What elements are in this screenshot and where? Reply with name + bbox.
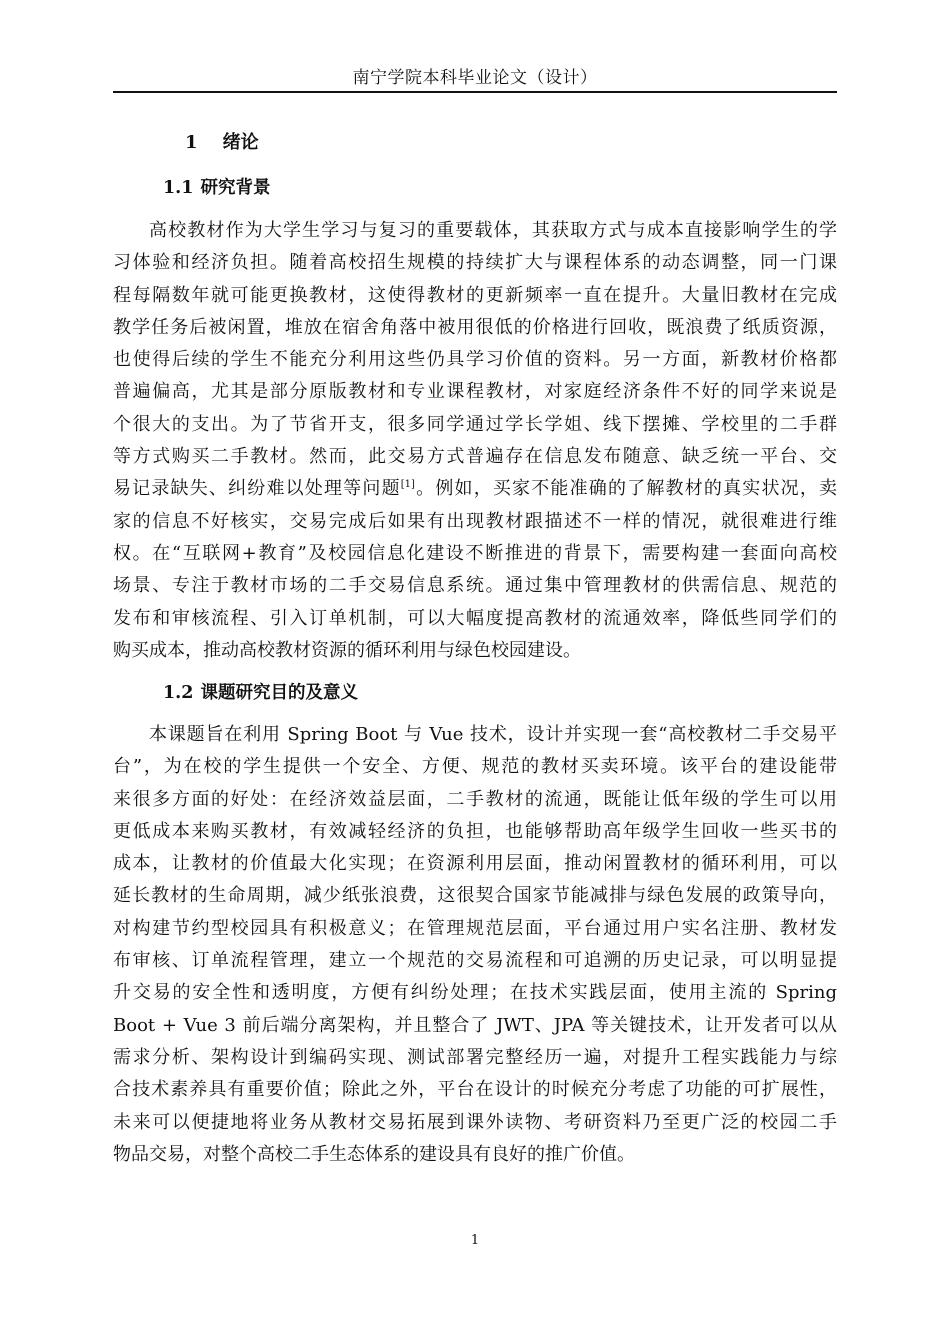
text-line: 也使得后续的学生不能充分利用这些仍具学习价值的资料。另一方面，新教材价格都 bbox=[113, 349, 837, 371]
text-line: 更低成本来购买教材，有效减轻经济的负担，也能够帮助高年级学生回收一些买书的 bbox=[113, 820, 837, 842]
section-title: 课题研究目的及意义 bbox=[200, 683, 358, 703]
text-line: 个很大的支出。为了节省开支，很多同学通过学长学姐、线下摆摊、学校里的二手群 bbox=[113, 413, 837, 435]
text-line: Boot + Vue 3 前后端分离架构，并且整合了 JWT、JPA 等关键技术，让开发者可以从 bbox=[113, 1014, 837, 1036]
text-segment: 易记录缺失、纠纷难以处理等问题 bbox=[113, 478, 401, 500]
page-number: 1 bbox=[470, 1233, 480, 1248]
text-line: 布审核、订单流程管理，建立一个规范的交易流程和可追溯的历史记录，可以明显提 bbox=[113, 950, 837, 972]
text-line: 购买成本，推动高校教材资源的循环利用与绿色校园建设。 bbox=[113, 639, 581, 661]
text-line: 延长教材的生命周期，减少纸张浪费，这很契合国家节能减排与绿色发展的政策导向， bbox=[113, 885, 837, 907]
text-line: 教学任务后被闲置，堆放在宿舍角落中被用很低的价格进行回收，既浪费了纸质资源， bbox=[113, 316, 837, 338]
text-line: 高校教材作为大学生学习与复习的重要载体，其获取方式与成本直接影响学生的学 bbox=[149, 220, 837, 241]
section-heading-1-1 bbox=[163, 175, 270, 201]
text-line: 台”，为在校的学生提供一个安全、方便、规范的教材买卖环境。该平台的建设能带 bbox=[113, 756, 837, 778]
citation-reference[interactable]: [1] bbox=[400, 479, 415, 491]
text-line: 普遍偏高，尤其是部分原版教材和专业课程教材，对家庭经济条件不好的同学来说是 bbox=[113, 381, 837, 403]
text-line: 家的信息不好核实，交易完成后如果有出现教材跟描述不一样的情况，就很难进行维 bbox=[113, 510, 837, 532]
text-line: 对构建节约型校园具有积极意义；在管理规范层面，平台通过用户实名注册、教材发 bbox=[113, 917, 837, 939]
section-number: 1.1 bbox=[163, 178, 194, 198]
text-line: 权。在“互联网+教育”及校园信息化建设不断推进的背景下，需要构建一套面向高校 bbox=[113, 542, 837, 564]
text-segment: 。例如，买家不能准确的了解教材的真实状况，卖 bbox=[414, 478, 837, 500]
text-line: 来很多方面的好处：在经济效益层面，二手教材的流通，既能让低年级的学生可以用 bbox=[113, 788, 837, 810]
text-line: 程每隔数年就可能更换教材，这使得教材的更新频率一直在提升。大量旧教材在完成 bbox=[113, 284, 837, 306]
text-line: 场景、专注于教材市场的二手交易信息系统。通过集中管理教材的供需信息、规范的 bbox=[113, 575, 837, 597]
paragraph-purpose-significance bbox=[113, 719, 837, 1171]
chapter-number: 1 bbox=[185, 132, 198, 153]
text-line: 发布和审核流程、引入订单机制，可以大幅度提高教材的流通效率，降低些同学们的 bbox=[113, 607, 837, 629]
section-number: 1.2 bbox=[163, 683, 194, 703]
section-title: 研究背景 bbox=[200, 178, 271, 198]
text-line: 习体验和经济负担。随着高校招生规模的持续扩大与课程体系的动态调整，同一门课 bbox=[113, 252, 837, 274]
text-line: 等方式购买二手教材。然而，此交易方式普遍存在信息发布随意、缺乏统一平台、交 bbox=[113, 446, 837, 468]
paragraph-research-background bbox=[113, 215, 837, 667]
text-line: 物品交易，对整个高校二手生态体系的建设具有良好的推广价值。 bbox=[113, 1143, 635, 1165]
header-rule bbox=[113, 91, 837, 93]
running-header: 南宁学院本科毕业论文（设计） bbox=[352, 68, 598, 88]
section-heading-1-2 bbox=[163, 680, 358, 706]
text-line: 本课题旨在利用 Spring Boot 与 Vue 技术，设计并实现一套“高校教材二手交易平 bbox=[149, 724, 837, 745]
text-line: 成本，让教材的价值最大化实现；在资源利用层面，推动闲置教材的循环利用，可以 bbox=[113, 853, 837, 875]
text-line: 升交易的安全性和透明度，方便有纠纷处理；在技术实践层面，使用主流的 Spring bbox=[113, 982, 837, 1004]
text-line: 合技术素养具有重要价值；除此之外，平台在设计的时候充分考虑了功能的可扩展性， bbox=[113, 1079, 837, 1101]
text-line: 未来可以便捷地将业务从教材交易拓展到课外读物、考研资料乃至更广泛的校园二手 bbox=[113, 1111, 837, 1133]
text-line: 需求分析、架构设计到编码实现、测试部署完整经历一遍，对提升工程实践能力与综 bbox=[113, 1046, 837, 1068]
chapter-title: 绪论 bbox=[222, 132, 259, 153]
text-line-with-citation bbox=[113, 473, 837, 505]
chapter-heading bbox=[185, 130, 259, 156]
